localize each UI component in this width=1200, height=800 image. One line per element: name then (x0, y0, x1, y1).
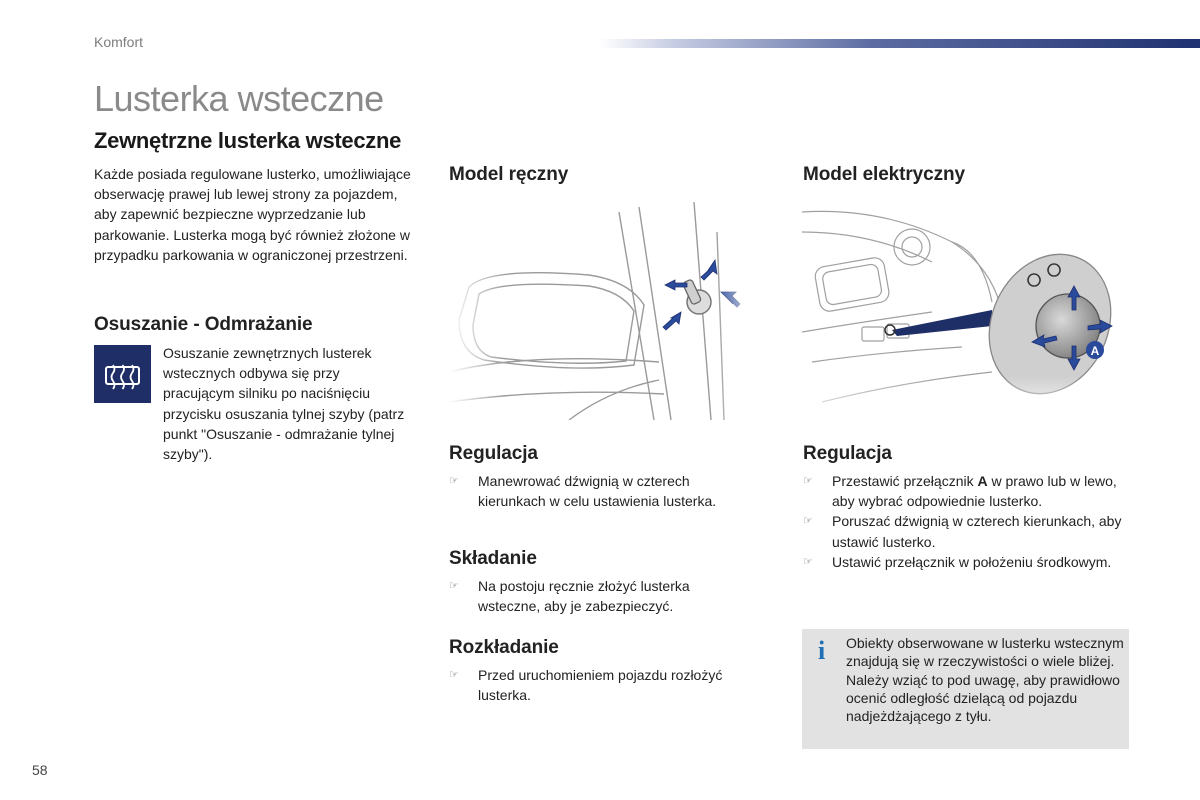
electric-mirror-illustration (802, 202, 1114, 420)
manual-adjust-list (449, 471, 759, 511)
info-line-2: Należy wziąć to pod uwagę, aby prawidłowo ocenić odległość dzielącą od pojazdu nadjeżdżającego z tyłu. (846, 671, 1120, 725)
list-item: ☞ Na postoju ręcznie złożyć lusterka wsteczne, aby je zabezpieczyć. (449, 578, 690, 615)
section-label: Komfort (94, 34, 144, 50)
list-item: ☞ Manewrować dźwignią w czterech kierunkach w celu ustawienia lusterka. (449, 473, 717, 510)
electric-adjust-heading: Regulacja (803, 443, 892, 464)
list-item: ☞ Przestawić przełącznik A w prawo lub w lewo, aby wybrać odpowiednie lusterko. (803, 473, 1117, 510)
section-subtitle: Zewnętrzne lusterka wsteczne (94, 128, 402, 153)
fold-heading: Składanie (449, 548, 537, 569)
manual-model-heading: Model ręczny (449, 164, 569, 185)
unfold-heading: Rozkładanie (449, 637, 559, 658)
list-item: ☞ Przed uruchomieniem pojazdu rozłożyć lusterka. (449, 667, 723, 704)
bullet-marker: ☞ (449, 669, 459, 681)
list-item: ☞ Poruszać dźwignią w czterech kierunkach, aby ustawić lusterko. (803, 513, 1122, 550)
bullet-marker: ☞ (803, 475, 813, 487)
bullet-marker: ☞ (449, 475, 459, 487)
page-title: Lusterka wsteczne (94, 78, 384, 119)
bullet-marker: ☞ (803, 515, 813, 528)
defrost-heading: Osuszanie - Odmrażanie (94, 314, 313, 335)
unfold-list (449, 665, 759, 705)
rear-window-defrost-icon (94, 345, 151, 403)
electric-model-heading: Model elektryczny (803, 164, 965, 185)
fold-list (449, 576, 749, 616)
list-item: ☞ Ustawić przełącznik w położeniu środkowym. (803, 552, 1133, 572)
info-text (846, 634, 1124, 725)
manual-mirror-illustration (449, 202, 761, 420)
electric-adjust-list (803, 471, 1133, 572)
defrost-text: Osuszanie zewnętrznych lusterek wstecznych odbywa się przy pracującym silniku po naciśnięciu przycisku osuszania tylnej szyby (patrz punkt "Osuszanie - odmrażanie tylnej szyby"). (163, 345, 405, 463)
header-gradient-bar (600, 39, 1200, 48)
info-line-1: Obiekty obserwowane w lusterku wstecznym znajdują się w rzeczywistości o wiele bliżej. (846, 635, 1124, 670)
intro-paragraph: Każde posiada regulowane lusterko, umożliwiające obserwację prawej lub lewej strony za pojazdem, aby zapewnić bezpieczne wyprzedzanie lub parkowanie. Lusterka mogą być również złożone w przypadku parkowania w ograniczonej przestrzeni. (94, 166, 411, 263)
bullet-marker: ☞ (449, 580, 459, 592)
manual-adjust-heading: Regulacja (449, 443, 538, 464)
bullet-marker: ☞ (803, 555, 813, 568)
page-number: 58 (32, 762, 48, 778)
info-icon: i (818, 636, 826, 665)
